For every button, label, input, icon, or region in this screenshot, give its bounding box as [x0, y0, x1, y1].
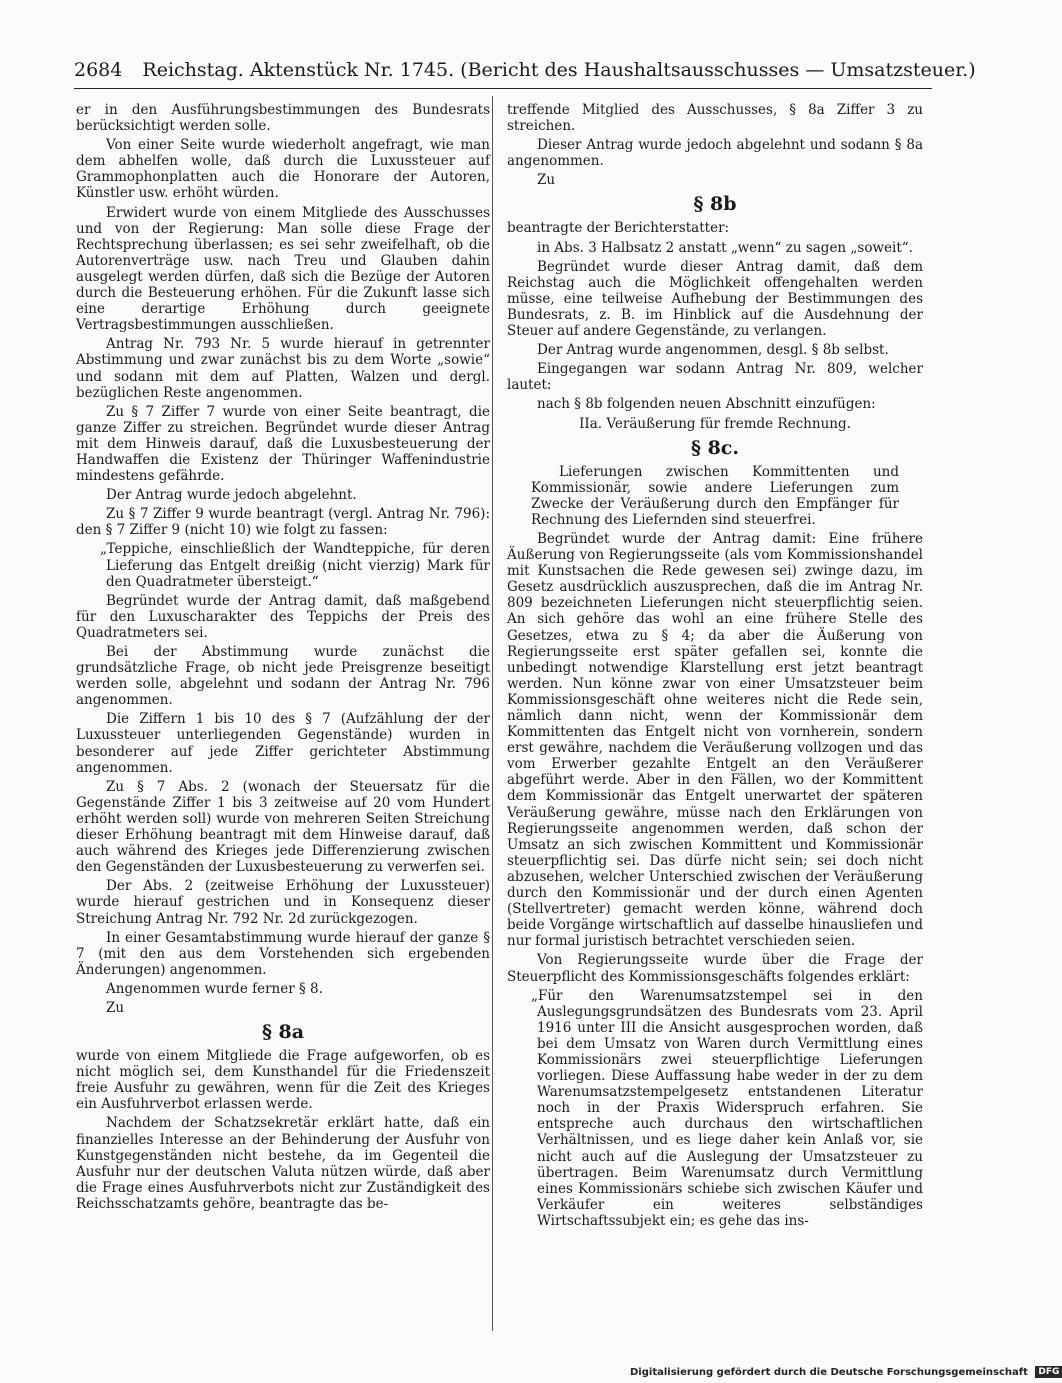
paragraph: Antrag Nr. 793 Nr. 5 wurde hierauf in getrennter Abstimmung und zwar zunächst bis zu dem Worte „sowie“ und sodann mit dem auf Platten, Walzen und dergl. bezüglichen Reste angenommen.	[76, 336, 490, 401]
left-column	[76, 102, 490, 1215]
paragraph: Begründet wurde dieser Antrag damit, daß dem Reichstag auch die Möglichkeit offengehalten werden müsse, eine teilweise Aufhebung der Bestimmungen des Bundesrats, z. B. im Hinblick auf die Ausdehnung der Steuer auf andere Gegenstände, zu verlangen.	[507, 258, 923, 340]
subsection-title: IIa. Veräußerung für fremde Rechnung.	[579, 415, 851, 432]
paragraph: Angenommen wurde ferner § 8.	[106, 980, 323, 997]
page-header	[74, 58, 976, 82]
paragraph: Von Regierungsseite wurde über die Frage der Steuerpflicht des Kommissionsgeschäfts folgendes erklärt:	[507, 952, 923, 985]
paragraph: Eingegangen war sodann Antrag Nr. 809, welcher lautet:	[507, 361, 923, 394]
quote-paragraph: „Für den Warenumsatzstempel sei in den Auslegungsgrundsätzen des Bundesrats vom 23. April 1916 unter III die Ansicht ausgesprochen worden, daß bei dem Umsatz von Waren durch Vermittlung eines Kommissionärs zwei steuerpflichtige Lieferungen vorliegen. Diese Auffassung habe weder in der zu dem Warenumsatzstempelgesetz entstandenen Literatur noch in der Praxis Widerspruch erfahren. Sie entspreche auch durchaus den wirtschaftlichen Verhältnissen, und es liege daher kein Anlaß vor, sie nicht auch auf die Auslegung der Umsatzsteuer zu übertragen. Beim Warenumsatz durch Vermittlung eines Kommissionärs schiebe sich zwischen Käufer und Verkäufer ein weiteres selbständiges Wirtschaftssubjekt ein; es gehe das ins-	[531, 987, 923, 1229]
paragraph: er in den Ausführungsbestimmungen des Bundesrats berücksichtigt werden solle.	[76, 102, 490, 135]
page-title: Reichstag. Aktenstück Nr. 1745. (Bericht des Haushaltsausschusses — Umsatzsteuer.)	[142, 59, 976, 81]
legal-text-block: Lieferungen zwischen Kommittenten und Kommissionär, sowie andere Lieferungen zum Zwecke der Veräußerung durch den Empfänger für Rechnung des Liefernden sind steuerfrei.	[531, 463, 899, 528]
page-number: 2684	[74, 59, 123, 81]
paragraph: Dieser Antrag wurde jedoch abgelehnt und sodann § 8a angenommen.	[507, 137, 923, 170]
paragraph: Begründet wurde der Antrag damit, daß maßgebend für den Luxuscharakter des Teppichs der Preis des Quadratmeters sei.	[76, 592, 490, 641]
paragraph: Von einer Seite wurde wiederholt angefragt, wie man dem abhelfen wolle, daß durch die Luxussteuer auf Grammophonplatten auch die Honorare der Autoren, Künstler usw. erhöht würden.	[76, 137, 490, 202]
paragraph: Nachdem der Schatzsekretär erklärt hatte, daß ein finanzielles Interesse an der Behinderung der Ausfuhr von Kunstgegenständen nicht bestehe, da im Gegenteil die Ausfuhr nur der deutschen Valuta nützen würde, daß aber die Frage eines Ausfuhrverbots nicht zur Zuständigkeit des Reichsschatzamts gehöre, beantragte das be-	[76, 1115, 490, 1212]
paragraph: Begründet wurde der Antrag damit: Eine frühere Äußerung von Regierungsseite (als vom Kommissionshandel mit Kunstsachen die Rede gewesen sei) zwinge dazu, im Gesetz ausdrücklich auszusprechen, daß die im Antrag Nr. 809 bezeichneten Lieferungen nicht steuerpflichtig seien. An sich gehöre das wohl an eine frühere Stelle des Gesetzes, etwa zu § 4; da aber die Äußerung von Regierungsseite erst später gefallen sei, konnte die unbedingt notwendige Klarstellung erst jetzt beantragt werden. Nun könne zwar von einer Umsatzsteuer beim Kommissionsgeschäft ohne weiteres nicht die Rede sein, nämlich dann nicht, wenn der Kommissionär dem Kommittenten das Entgelt nicht von vornherein, sondern erst gewähre, nachdem die Veräußerung vollzogen und das vom Erwerber gezahlte Entgelt an den Veräußerer abgeführt werde. Aber in den Fällen, wo der Kommittent dem Kommissionär das Entgelt unerwartet der späteren Veräußerung gewähre, müsse nach den Erklärungen von Regierungsseite angenommen werden, daß schon der Umsatz an sich zwischen Kommittent und Kommissionär steuerpflichtig sei. Das dürfe nicht sein; sei doch nicht abzusehen, welcher Unterschied zwischen der Veräußerung durch den Kommissionär und der durch einen Agenten (Stellvertreter) gemacht werden könne, während doch beide Vorgänge wirtschaftlich auf dasselbe hinausliefen und nur formal juristisch betrachtet verschieden seien.	[507, 530, 923, 950]
dfg-logo: DFG	[1035, 1366, 1062, 1378]
paragraph: Zu § 7 Ziffer 7 wurde von einer Seite beantragt, die ganze Ziffer zu streichen. Begründet wurde dieser Antrag mit dem Hinweis darauf, daß die Luxusbesteuerung der Handwaffen die Existenz der Thüringer Waffenindustrie mindestens gefährde.	[76, 403, 490, 485]
header-rule	[74, 88, 932, 89]
paragraph: Zu	[106, 999, 125, 1016]
paragraph: Zu	[537, 172, 556, 189]
footer-credit	[630, 1366, 1060, 1378]
paragraph: wurde von einem Mitgliede die Frage aufgeworfen, ob es nicht möglich sei, dem Kunsthandel für die Friedenszeit freie Ausfuhr zu gewähren, wenn für die Zeit des Krieges ein Ausfuhrverbot erlassen werde.	[76, 1048, 490, 1113]
indented-paragraph: in Abs. 3 Halbsatz 2 anstatt „wenn“ zu sagen „soweit“.	[537, 239, 913, 256]
paragraph: Der Antrag wurde angenommen, desgl. § 8b selbst.	[537, 342, 889, 359]
section-heading: § 8b	[693, 193, 737, 216]
footer-text: Digitalisierung gefördert durch die Deutsche Forschungsgemeinschaft	[630, 1367, 1028, 1378]
paragraph: Erwidert wurde von einem Mitgliede des Ausschusses und von der Regierung: Man solle diese Frage der Rechtsprechung überlassen; es sei sehr zweifelhaft, ob die Autorenverträge usw. nach Treu und Glauben dahin ausgelegt werden dürfen, daß sich die Bezüge der Autoren durch die Besteuerung erhöhen. Für die Zukunft lasse sich eine derartige Erhöhung durch geeignete Vertragsbestimmungen ausschließen.	[76, 204, 490, 334]
paragraph: Zu § 7 Abs. 2 (wonach der Steuersatz für die Gegenstände Ziffer 1 bis 3 zeitweise auf 20 vom Hundert erhöht werden soll) wurde von mehreren Seiten Streichung dieser Erhöhung beantragt mit dem Hinweise darauf, daß auch während des Krieges jede Differenzierung zwischen den Gegenständen der Luxusbesteuerung zu verwerfen sei.	[76, 778, 490, 876]
paragraph: Der Abs. 2 (zeitweise Erhöhung der Luxussteuer) wurde hierauf gestrichen und in Konsequenz dieser Streichung Antrag Nr. 792 Nr. 2d zurückgezogen.	[76, 878, 490, 927]
paragraph: Bei der Abstimmung wurde zunächst die grundsätzliche Frage, ob nicht jede Preisgrenze beseitigt werden solle, abgelehnt und sodann der Antrag Nr. 796 angenommen.	[76, 644, 490, 709]
column-divider	[492, 96, 493, 1331]
section-heading: § 8c.	[691, 436, 739, 459]
paragraph: Zu § 7 Ziffer 9 wurde beantragt (vergl. Antrag Nr. 796): den § 7 Ziffer 9 (nicht 10) wie folgt zu fassen:	[76, 506, 490, 539]
section-heading: § 8a	[261, 1021, 305, 1044]
indented-paragraph: nach § 8b folgenden neuen Abschnitt einzufügen:	[537, 396, 876, 413]
paragraph: Die Ziffern 1 bis 10 des § 7 (Aufzählung der der Luxussteuer unterliegenden Gegenstände) wurden in besonderer auf jede Ziffer gerichteter Abstimmung angenommen.	[76, 711, 490, 776]
paragraph: In einer Gesamtabstimmung wurde hierauf der ganze § 7 (mit den aus dem Vorstehenden sich ergebenden Änderungen) angenommen.	[76, 929, 490, 978]
paragraph: beantragte der Berichterstatter:	[507, 220, 730, 237]
right-column	[507, 102, 923, 1232]
quote-paragraph: „Teppiche, einschließlich der Wandteppiche, für deren Lieferung das Entgelt dreißig (nicht vierzig) Mark für den Quadratmeter übersteigt.“	[100, 541, 490, 590]
paragraph: treffende Mitglied des Ausschusses, § 8a Ziffer 3 zu streichen.	[507, 102, 923, 135]
paragraph: Der Antrag wurde jedoch abgelehnt.	[106, 487, 357, 504]
